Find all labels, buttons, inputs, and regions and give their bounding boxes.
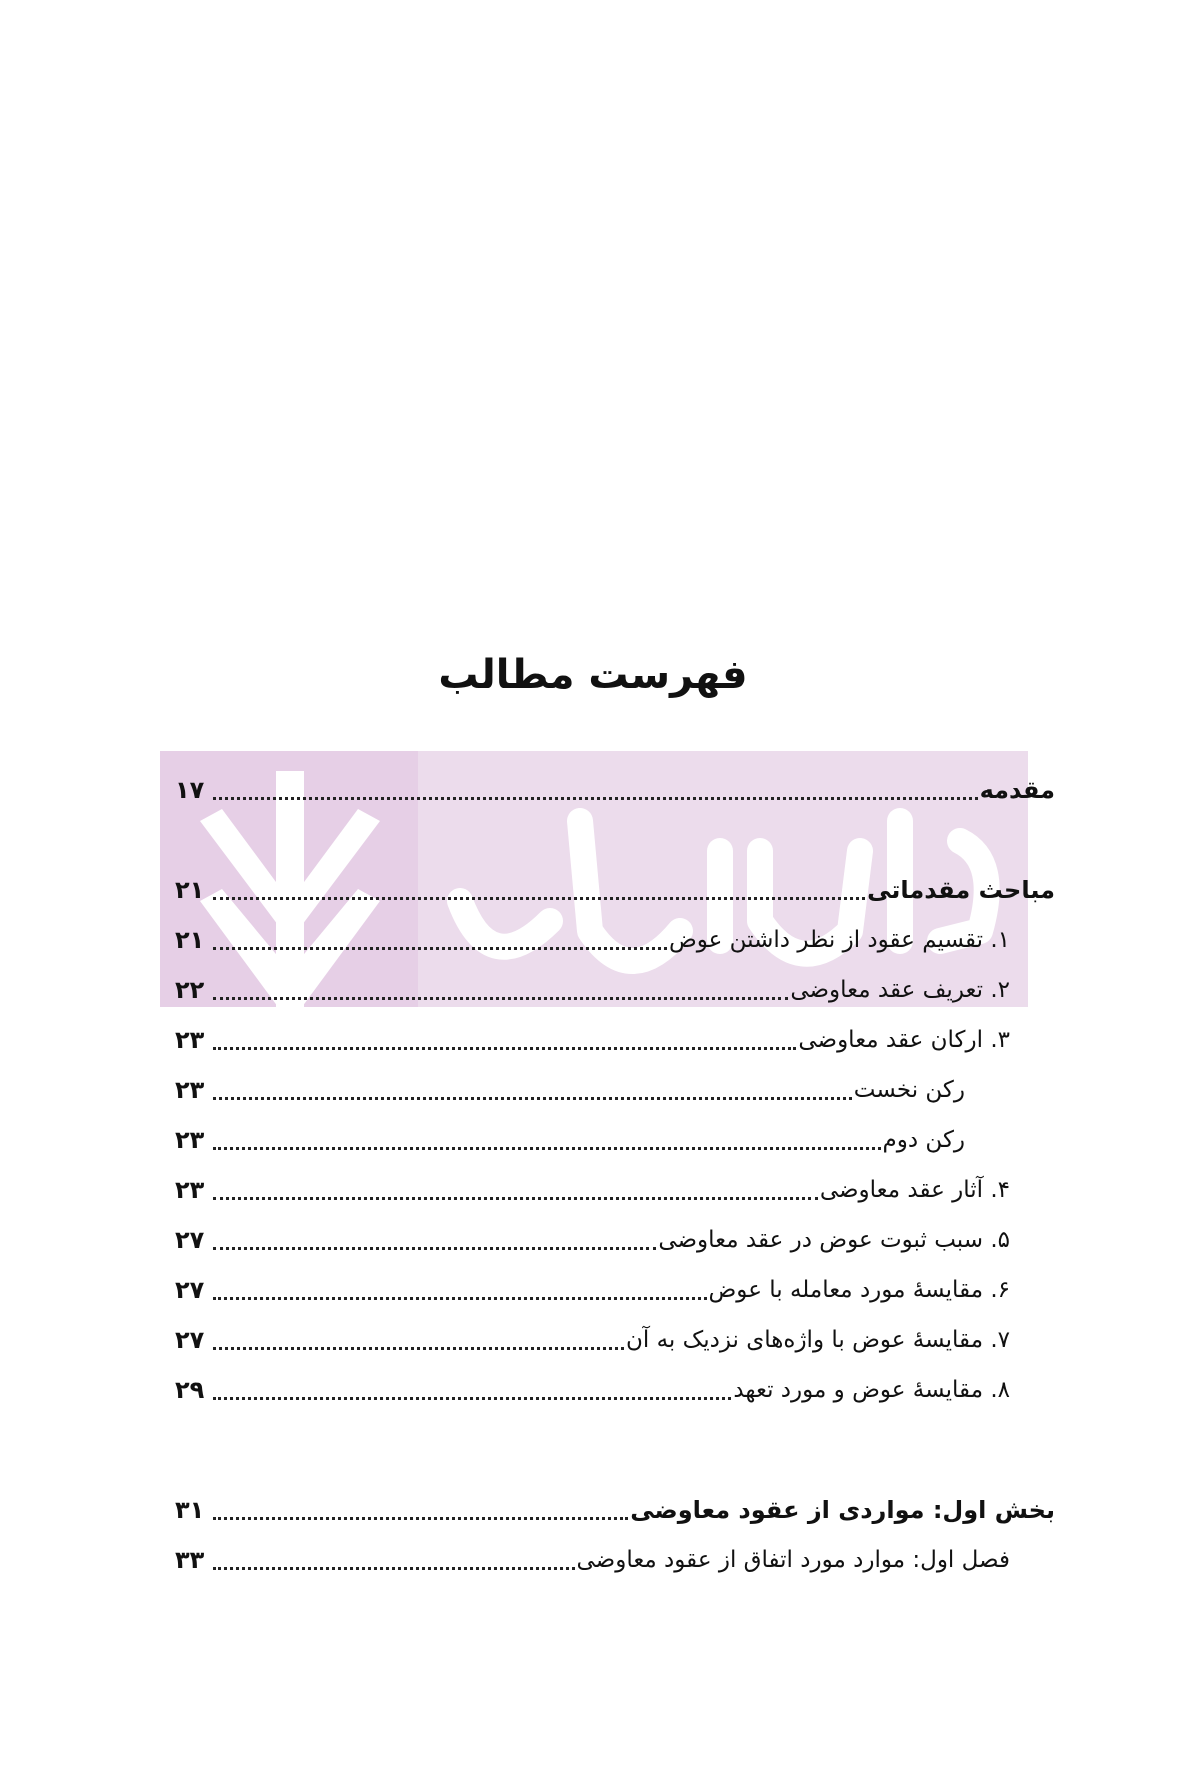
toc-leader-dots [213, 947, 667, 950]
toc-leader-dots [213, 997, 788, 1000]
toc-leader-dots [213, 1147, 881, 1150]
toc-page-number: ۲۳ [175, 1076, 205, 1104]
toc-leader-dots [213, 1517, 628, 1520]
toc-entry[interactable] [175, 968, 1055, 1012]
toc-entry-label: بخش اول: مواردی از عقود معاوضی [630, 1496, 1055, 1524]
toc-page-number: ۲۳ [175, 1126, 205, 1154]
toc-leader-dots [213, 1097, 852, 1100]
toc-leader-dots [213, 897, 865, 900]
toc-entry-label: ۵. سبب ثبوت عوض در عقد معاوضی [658, 1227, 1010, 1253]
toc-page-number: ۲۳ [175, 1176, 205, 1204]
toc-entry-label: رکن نخست [853, 1077, 965, 1103]
toc-page-number: ۲۲ [175, 976, 205, 1004]
toc-entry-label: ۷. مقایسهٔ عوض با واژه‌های نزدیک به آن [625, 1327, 1010, 1353]
toc-entry[interactable] [175, 1118, 1055, 1162]
toc-entry[interactable] [175, 1068, 1055, 1112]
toc-entry[interactable] [175, 1318, 1055, 1362]
toc-entry[interactable] [175, 1268, 1055, 1312]
toc-entry-label: ۶. مقایسهٔ مورد معامله با عوض [708, 1277, 1010, 1303]
toc-leader-dots [213, 1197, 818, 1200]
toc-entry[interactable] [175, 1218, 1055, 1262]
table-of-contents [175, 0, 1055, 1770]
toc-leader-dots [213, 1047, 796, 1050]
toc-leader-dots [213, 1347, 624, 1350]
toc-page-number: ۳۳ [175, 1546, 205, 1574]
toc-page-number: ۱۷ [175, 776, 205, 804]
toc-entry[interactable] [175, 1018, 1055, 1062]
toc-entry-label: ۴. آثار عقد معاوضی [819, 1177, 1010, 1203]
toc-entry-label: فصل اول: موارد مورد اتفاق از عقود معاوضی [576, 1547, 1010, 1573]
toc-entry-label: ۳. ارکان عقد معاوضی [798, 1027, 1010, 1053]
page-title: فهرست مطالب [438, 652, 748, 698]
toc-entry-label: رکن دوم [882, 1127, 965, 1153]
toc-page-number: ۲۷ [175, 1326, 205, 1354]
toc-entry[interactable] [175, 1368, 1055, 1412]
toc-entry[interactable] [175, 1538, 1055, 1582]
toc-entry-label: ۱. تقسیم عقود از نظر داشتن عوض [668, 927, 1010, 953]
toc-entry-label: مباحث مقدماتی [867, 876, 1055, 904]
toc-page-number: ۲۱ [175, 876, 205, 904]
toc-entry-label: مقدمه [979, 776, 1055, 804]
toc-leader-dots [213, 797, 978, 800]
toc-leader-dots [213, 1567, 575, 1570]
toc-entry[interactable] [175, 868, 1055, 912]
toc-entry[interactable] [175, 918, 1055, 962]
toc-page-number: ۲۹ [175, 1376, 205, 1404]
toc-entry[interactable] [175, 768, 1055, 812]
toc-entry[interactable] [175, 1168, 1055, 1212]
toc-page-number: ۲۱ [175, 926, 205, 954]
toc-page-number: ۲۳ [175, 1026, 205, 1054]
toc-leader-dots [213, 1397, 731, 1400]
toc-leader-dots [213, 1297, 707, 1300]
toc-page-number: ۳۱ [175, 1496, 205, 1524]
toc-page-number: ۲۷ [175, 1226, 205, 1254]
toc-leader-dots [213, 1247, 656, 1250]
toc-page-number: ۲۷ [175, 1276, 205, 1304]
toc-entry[interactable] [175, 1488, 1055, 1532]
toc-entry-label: ۸. مقایسهٔ عوض و مورد تعهد [733, 1377, 1010, 1403]
toc-entry-label: ۲. تعریف عقد معاوضی [790, 977, 1010, 1003]
